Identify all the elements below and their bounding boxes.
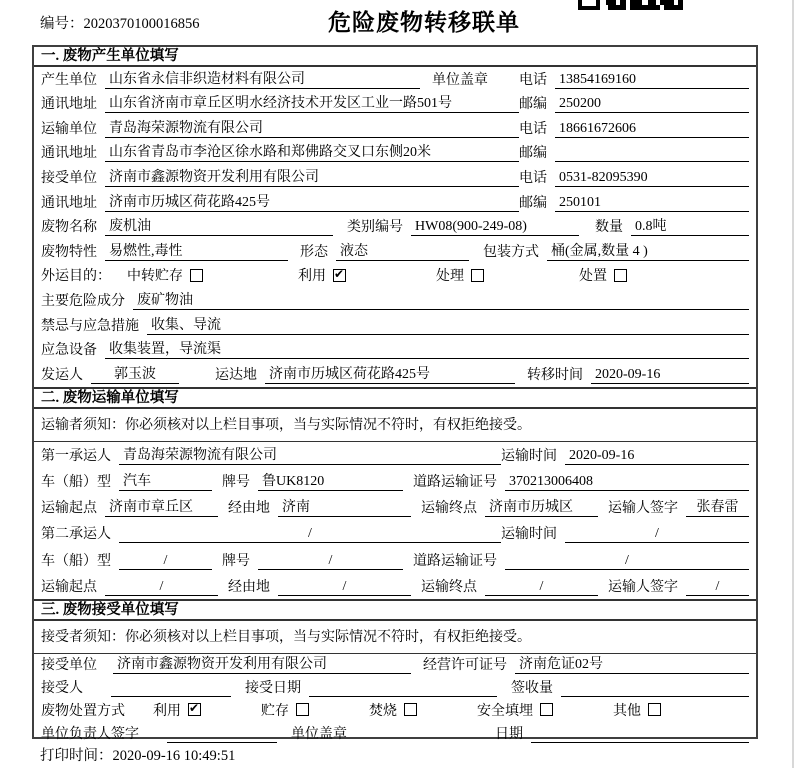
vehicle-type-value-2: / (119, 553, 212, 570)
accept-person-value (111, 680, 231, 697)
destination-value: 济南市历城区荷花路425号 (265, 363, 515, 384)
route-row-2 (34, 573, 756, 599)
address-label: 通讯地址 (41, 97, 97, 113)
option-label: 处置 (579, 269, 607, 285)
endpoint-label: 运输终点 (421, 579, 477, 595)
transport-time-value-2: / (565, 526, 749, 543)
plate-label: 牌号 (222, 553, 250, 569)
form-value: 液态 (336, 240, 469, 261)
chief-sign-row (34, 723, 756, 746)
transporter-phone-value: 18661672606 (555, 121, 749, 138)
section1-header: 一. 废物产生单位填写 (34, 47, 756, 67)
carrier-sign-label: 运输人签字 (608, 579, 678, 595)
first-carrier-value: 青岛海荣源物流有限公司 (119, 444, 501, 465)
section3-body (34, 654, 756, 746)
zip-label: 邮编 (519, 97, 547, 113)
route-row-1 (34, 494, 756, 520)
waste-name-label: 废物名称 (41, 220, 97, 236)
accept-date-label: 接受日期 (245, 680, 301, 696)
print-time-line (40, 744, 235, 765)
hazard-row (34, 288, 756, 313)
disposal-option-landfill (477, 700, 553, 720)
accept-date-value (309, 680, 497, 697)
transfer-time-value: 2020-09-16 (591, 367, 749, 384)
receiver-label: 接受单位 (41, 170, 97, 186)
endpoint-label: 运输终点 (421, 501, 477, 517)
receiver-zip-value: 250101 (555, 195, 749, 212)
sender-value: 郭玉波 (91, 363, 179, 384)
endpoint-value-2: / (485, 579, 598, 596)
serial-number-line (40, 12, 200, 33)
chief-sign-label: 单位负责人签字 (41, 726, 139, 742)
second-carrier-value: / (119, 526, 501, 543)
transport-time-label: 运输时间 (501, 448, 557, 464)
equipment-row (34, 338, 756, 363)
serial-label: 编号： (40, 16, 84, 32)
option-label: 利用 (298, 269, 326, 285)
producer-address-row (34, 92, 756, 117)
signed-amount-value (561, 680, 749, 697)
via-label: 经由地 (228, 501, 270, 517)
waste-name-row (34, 215, 756, 240)
checkbox-icon (471, 269, 484, 282)
accept-unit-value: 济南市鑫源物资开发利用有限公司 (113, 653, 411, 674)
carrier-sign-value-2: / (686, 579, 749, 596)
origin-label: 运输起点 (41, 501, 97, 517)
option-label: 中转贮存 (127, 269, 183, 285)
option-label: 贮存 (261, 703, 289, 719)
transporter-address-value: 山东省青岛市李沧区徐水路和郑佛路交叉口东侧20米 (105, 141, 519, 162)
equipment-value: 收集装置，导流渠 (105, 338, 749, 359)
transfer-form (32, 45, 758, 742)
accept-unit-row (34, 654, 756, 677)
plate-value: 鲁UK8120 (258, 470, 403, 491)
transport-time-label: 运输时间 (501, 527, 557, 543)
checkbox-icon (296, 703, 309, 716)
taboo-row (34, 313, 756, 338)
checkbox-icon (614, 269, 627, 282)
destination-label: 运达地 (215, 367, 257, 383)
option-label: 安全填埋 (477, 703, 533, 719)
purpose-option-storage (127, 265, 203, 285)
vehicle-row-1 (34, 468, 756, 494)
receiver-phone-value: 0531-82095390 (555, 170, 749, 187)
disposal-method-row (34, 700, 756, 723)
qr-code-icon (578, 0, 684, 10)
license-value: 济南危证02号 (515, 653, 749, 674)
zip-label: 邮编 (519, 195, 547, 211)
vehicle-row-2 (34, 546, 756, 572)
disposal-method-label: 废物处置方式 (41, 703, 125, 719)
print-time-label: 打印时间： (40, 748, 113, 764)
origin-value: 济南市章丘区 (105, 496, 218, 517)
packaging-value: 桶(金属,数量 4 ) (547, 240, 749, 261)
taboo-value: 收集、导流 (147, 314, 749, 335)
receiver-address-row (34, 190, 756, 215)
checkbox-icon (190, 269, 203, 282)
option-label: 焚烧 (369, 703, 397, 719)
transport-time-value: 2020-09-16 (565, 448, 749, 465)
phone-label: 电话 (519, 170, 547, 186)
purpose-option-dispose (579, 265, 627, 285)
phone-label: 电话 (519, 121, 547, 137)
checkbox-icon (333, 269, 346, 282)
packaging-label: 包装方式 (483, 244, 539, 260)
transporter-zip-value (555, 145, 749, 162)
disposal-option-store (261, 700, 309, 720)
receiver-value: 济南市鑫源物资开发利用有限公司 (105, 166, 519, 187)
road-permit-label: 道路运输证号 (413, 475, 497, 491)
carrier-sign-label: 运输人签字 (608, 501, 678, 517)
via-value-2: / (278, 579, 411, 596)
origin-value-2: / (105, 579, 218, 596)
date-value (531, 726, 749, 743)
chief-sign-value (167, 726, 277, 743)
first-carrier-row (34, 442, 756, 468)
producer-label: 产生单位 (41, 72, 97, 88)
origin-label: 运输起点 (41, 579, 97, 595)
disposal-option-use (153, 700, 201, 720)
road-permit-label: 道路运输证号 (413, 553, 497, 569)
checkbox-icon (404, 703, 417, 716)
purpose-option-use (298, 265, 346, 285)
option-label: 处理 (436, 269, 464, 285)
second-carrier-row (34, 520, 756, 546)
section3-header: 三. 废物接受单位填写 (34, 599, 756, 621)
print-time-value: 2020-09-16 10:49:51 (112, 748, 236, 764)
producer-value: 山东省永信非织造材料有限公司 (105, 68, 420, 89)
category-value: HW08(900-249-08) (411, 219, 579, 236)
signed-amount-label: 签收量 (511, 680, 553, 696)
endpoint-value: 济南市历城区 (485, 496, 598, 517)
quantity-label: 数量 (595, 220, 623, 236)
equipment-label: 应急设备 (41, 343, 97, 359)
page-edge-divider (792, 0, 794, 768)
dispatch-row (34, 362, 756, 387)
transfer-time-label: 转移时间 (527, 367, 583, 383)
vehicle-type-label: 车（船）型 (41, 553, 111, 569)
taboo-label: 禁忌与应急措施 (41, 318, 139, 334)
transporter-label: 运输单位 (41, 121, 97, 137)
receiver-address-value: 济南市历城区荷花路425号 (105, 191, 519, 212)
date-label: 日期 (495, 726, 523, 742)
accept-person-label: 接受人 (41, 680, 83, 696)
option-label: 利用 (153, 703, 181, 719)
transporter-row (34, 116, 756, 141)
quantity-value: 0.8吨 (631, 215, 749, 236)
checkbox-icon (188, 703, 201, 716)
section2-body (34, 442, 756, 599)
phone-label: 电话 (519, 72, 547, 88)
vehicle-type-label: 车（船）型 (41, 475, 111, 491)
road-permit-value-2: / (505, 553, 749, 570)
transporter-notice: 运输者须知：你必须核对以上栏目事项，当与实际情况不符时，有权拒绝接受。 (34, 409, 756, 442)
transporter-value: 青岛海荣源物流有限公司 (105, 117, 519, 138)
category-label: 类别编号 (347, 220, 403, 236)
zip-label: 邮编 (519, 146, 547, 162)
producer-row (34, 67, 756, 92)
first-carrier-label: 第一承运人 (41, 448, 111, 464)
accept-person-row (34, 677, 756, 700)
waste-property-row (34, 239, 756, 264)
vehicle-type-value: 汽车 (119, 470, 212, 491)
producer-address-value: 山东省济南市章丘区明水经济技术开发区工业一路501号 (105, 92, 519, 113)
waste-name-value: 废机油 (105, 215, 333, 236)
via-label: 经由地 (228, 579, 270, 595)
disposal-option-burn (369, 700, 417, 720)
second-carrier-label: 第二承运人 (41, 527, 111, 543)
checkbox-icon (540, 703, 553, 716)
receiver-row (34, 165, 756, 190)
unit-seal-label: 单位盖章 (432, 72, 488, 88)
form-label: 形态 (300, 244, 328, 260)
producer-zip-value: 250200 (555, 96, 749, 113)
purpose-row (34, 264, 756, 289)
option-label: 其他 (613, 703, 641, 719)
section1-body (34, 67, 756, 387)
hazard-value: 废矿物油 (133, 289, 749, 310)
section2-header: 二. 废物运输单位填写 (34, 387, 756, 409)
road-permit-value: 370213006408 (505, 474, 749, 491)
unit-seal-label: 单位盖章 (291, 726, 347, 742)
address-label: 通讯地址 (41, 146, 97, 162)
property-label: 废物特性 (41, 244, 97, 260)
transporter-address-row (34, 141, 756, 166)
plate-value-2: / (258, 553, 403, 570)
hazard-label: 主要危险成分 (41, 293, 125, 309)
sender-label: 发运人 (41, 367, 83, 383)
accept-unit-label: 接受单位 (41, 657, 97, 673)
purpose-label: 外运目的： (41, 269, 111, 285)
disposal-option-other (613, 700, 661, 720)
via-value: 济南 (278, 496, 411, 517)
serial-value: 2020370100016856 (83, 16, 200, 32)
property-value: 易燃性,毒性 (105, 240, 288, 261)
purpose-option-treat (436, 265, 484, 285)
receiver-notice: 接受者须知：你必须核对以上栏目事项，当与实际情况不符时，有权拒绝接受。 (34, 621, 756, 654)
carrier-sign-value: 张春雷 (686, 496, 749, 517)
checkbox-icon (648, 703, 661, 716)
plate-label: 牌号 (222, 475, 250, 491)
page-title: 危险废物转移联单 (328, 10, 520, 35)
license-label: 经营许可证号 (423, 657, 507, 673)
address-label: 通讯地址 (41, 195, 97, 211)
producer-phone-value: 13854169160 (555, 72, 749, 89)
